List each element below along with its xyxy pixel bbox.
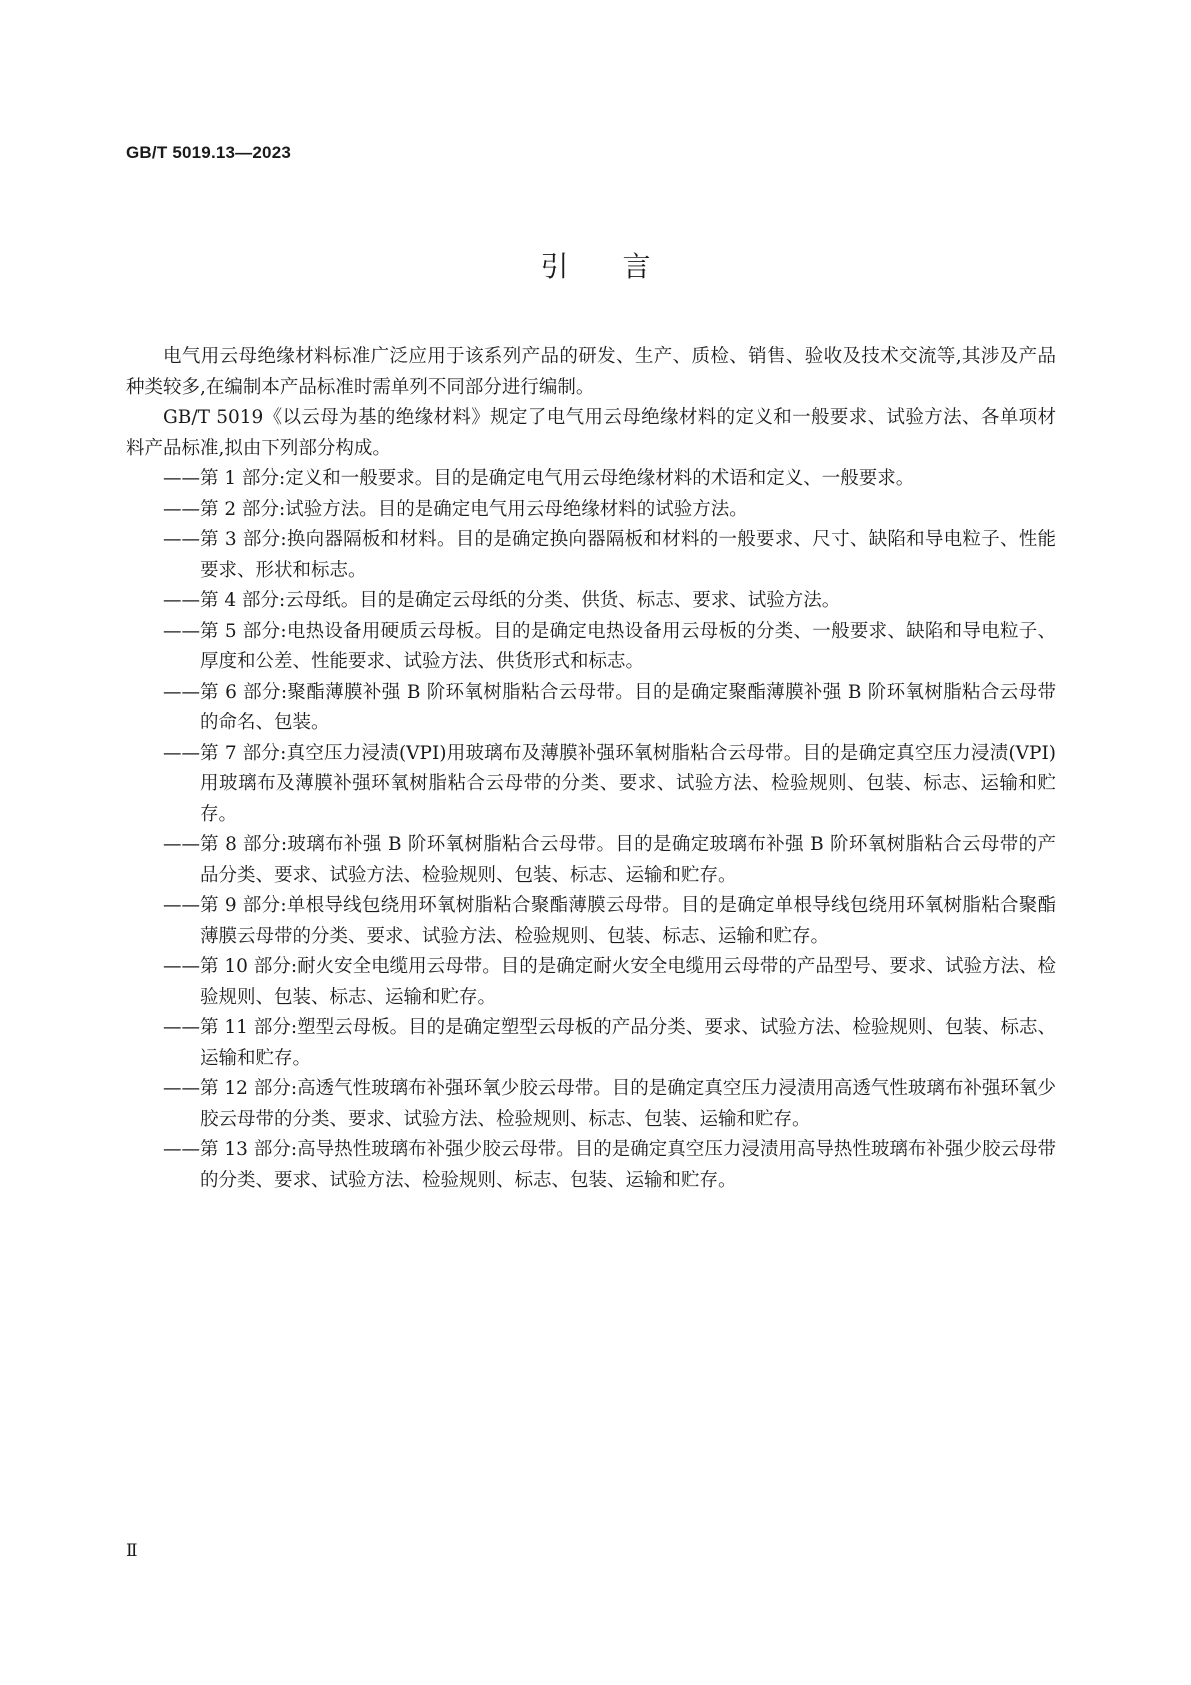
parts-list — [126, 464, 1056, 1196]
list-item-text: 第 12 部分:高透气性玻璃布补强环氧少胶云母带。目的是确定真空压力浸渍用高透气性玻璃布补强环氧少胶云母带的分类、要求、试验方法、检验规则、标志、包装、运输和贮存。 — [200, 1078, 1056, 1130]
list-item — [126, 739, 1056, 831]
list-dash: —— — [163, 1078, 200, 1099]
list-item-text: 第 8 部分:玻璃布补强 B 阶环氧树脂粘合云母带。目的是确定玻璃布补强 B 阶环氧树脂粘合云母带的产品分类、要求、试验方法、检验规则、包装、标志、运输和贮存。 — [200, 834, 1056, 886]
list-dash: —— — [163, 529, 200, 550]
list-item — [126, 1013, 1056, 1074]
list-item-text: 第 1 部分:定义和一般要求。目的是确定电气用云母绝缘材料的术语和定义、一般要求。 — [200, 468, 915, 489]
list-item — [126, 1135, 1056, 1196]
document-body — [126, 342, 1056, 1196]
intro-paragraph: 电气用云母绝缘材料标准广泛应用于该系列产品的研发、生产、质检、销售、验收及技术交流等,其涉及产品种类较多,在编制本产品标准时需单列不同部分进行编制。 — [126, 346, 1056, 398]
list-item-text: 第 3 部分:换向器隔板和材料。目的是确定换向器隔板和材料的一般要求、尺寸、缺陷和导电粒子、性能要求、形状和标志。 — [200, 529, 1056, 581]
page-number: Ⅱ — [126, 1541, 138, 1561]
list-item-text: 第 4 部分:云母纸。目的是确定云母纸的分类、供货、标志、要求、试验方法。 — [200, 590, 841, 611]
page-title: 引言 — [540, 250, 705, 283]
standard-number: GB/T 5019.13—2023 — [126, 143, 291, 162]
list-dash: —— — [163, 956, 200, 977]
structure-paragraph: GB/T 5019《以云母为基的绝缘材料》规定了电气用云母绝缘材料的定义和一般要求、试验方法、各单项材料产品标准,拟由下列部分构成。 — [126, 407, 1056, 459]
list-item — [126, 830, 1056, 891]
list-dash: —— — [163, 742, 200, 764]
list-item-text: 第 5 部分:电热设备用硬质云母板。目的是确定电热设备用云母板的分类、一般要求、缺陷和导电粒子、厚度和公差、性能要求、试验方法、供货形式和标志。 — [200, 620, 1056, 672]
list-item — [126, 525, 1056, 586]
list-dash: —— — [163, 834, 200, 855]
list-item — [126, 678, 1056, 739]
list-item-text: 第 6 部分:聚酯薄膜补强 B 阶环氧树脂粘合云母带。目的是确定聚酯薄膜补强 B 阶环氧树脂粘合云母带的命名、包装。 — [200, 681, 1056, 733]
list-dash: —— — [163, 468, 200, 489]
list-dash: —— — [163, 590, 200, 611]
list-item — [126, 617, 1056, 678]
list-item-text: 第 13 部分:高导热性玻璃布补强少胶云母带。目的是确定真空压力浸渍用高导热性玻璃布补强少胶云母带的分类、要求、试验方法、检验规则、标志、包装、运输和贮存。 — [200, 1139, 1056, 1191]
list-dash: —— — [163, 681, 200, 703]
list-item-text: 第 7 部分:真空压力浸渍(VPI)用玻璃布及薄膜补强环氧树脂粘合云母带。目的是确定真空压力浸渍(VPI)用玻璃布及薄膜补强环氧树脂粘合云母带的分类、要求、试验方法、检验规则、包装、标志、运输和贮存。 — [200, 742, 1056, 825]
list-item — [126, 586, 1056, 617]
list-dash: —— — [163, 895, 200, 916]
list-item — [126, 464, 1056, 495]
list-item-text: 第 2 部分:试验方法。目的是确定电气用云母绝缘材料的试验方法。 — [200, 498, 748, 520]
list-dash: —— — [163, 1017, 200, 1038]
list-item-text: 第 9 部分:单根导线包绕用环氧树脂粘合聚酯薄膜云母带。目的是确定单根导线包绕用环氧树脂粘合聚酯薄膜云母带的分类、要求、试验方法、检验规则、包装、标志、运输和贮存。 — [200, 895, 1056, 947]
list-item-text: 第 11 部分:塑型云母板。目的是确定塑型云母板的产品分类、要求、试验方法、检验规则、包装、标志、运输和贮存。 — [200, 1017, 1056, 1069]
list-item-text: 第 10 部分:耐火安全电缆用云母带。目的是确定耐火安全电缆用云母带的产品型号、要求、试验方法、检验规则、包装、标志、运输和贮存。 — [200, 956, 1056, 1008]
list-item — [126, 495, 1056, 526]
list-dash: —— — [163, 498, 200, 520]
list-dash: —— — [163, 620, 200, 642]
list-item — [126, 952, 1056, 1013]
list-dash: —— — [163, 1139, 200, 1160]
list-item — [126, 891, 1056, 952]
list-item — [126, 1074, 1056, 1135]
